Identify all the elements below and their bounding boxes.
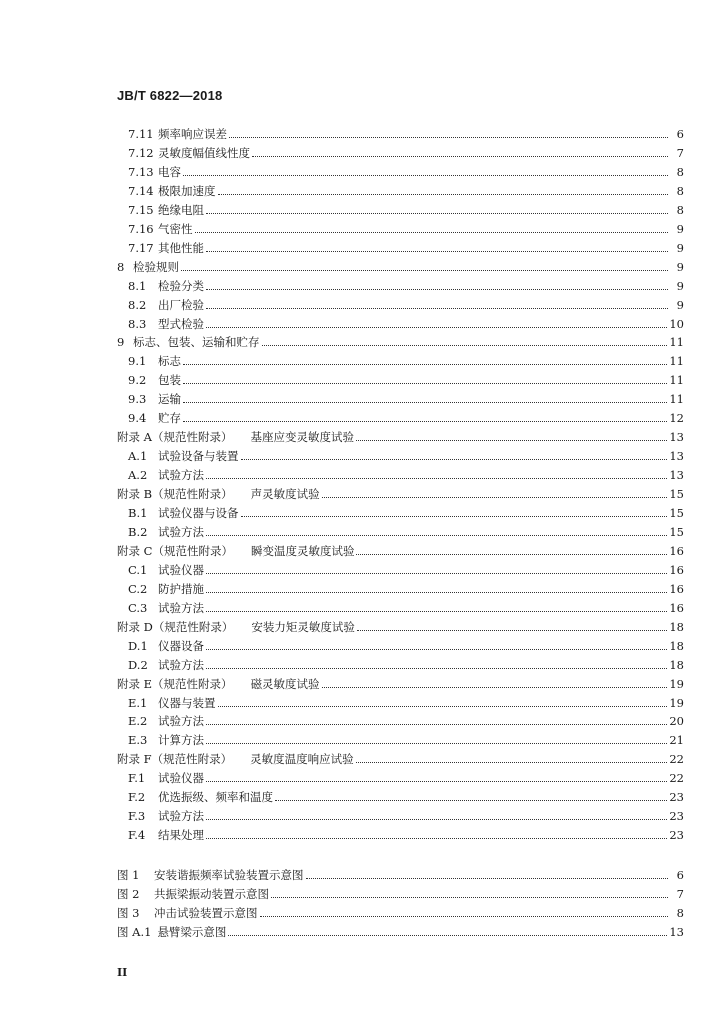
dot-leader [356, 762, 668, 763]
toc-entry-number: C.2 [128, 581, 148, 596]
toc-entry-title [158, 392, 181, 406]
toc-entry-number: 附录 E（规范性附录） [117, 676, 233, 691]
toc-entry-title [158, 373, 181, 387]
toc-entry-title-text: 瞬变温度灵敏度试验 [250, 543, 355, 558]
toc-entry-title [158, 165, 181, 179]
toc-entry-title-text: 计算方法 [158, 733, 204, 748]
toc-entry-title-text: 仪器设备 [158, 638, 204, 653]
toc-entry-title [158, 317, 204, 331]
toc-entry-page: 22 [669, 752, 684, 767]
toc-entry-page: 15 [669, 487, 684, 502]
figure-entry-number: 图 3 [117, 906, 140, 920]
toc-entry[interactable] [128, 296, 684, 312]
toc-entry-page: 12 [669, 411, 684, 426]
toc-entry-page: 7 [676, 145, 684, 160]
toc-entry-title [158, 714, 204, 728]
toc-entry[interactable] [128, 239, 684, 255]
toc-entry-title-text: 检验规则 [133, 259, 179, 274]
toc-entry-title [158, 563, 204, 577]
toc-entry-title [158, 696, 216, 710]
dot-leader [356, 440, 667, 441]
toc-entry[interactable] [128, 694, 684, 710]
toc-entry-page: 22 [669, 771, 684, 786]
dot-leader [206, 573, 667, 574]
toc-entry-page: 11 [669, 354, 684, 369]
dot-leader [252, 156, 668, 157]
toc-entry-page: 9 [676, 278, 684, 293]
toc-entry-title [158, 771, 204, 785]
dot-leader [262, 345, 668, 346]
dot-leader [306, 878, 669, 879]
toc-entry-page: 19 [669, 695, 684, 710]
toc-entry-number: C.1 [128, 562, 148, 577]
toc-entry[interactable] [128, 390, 684, 406]
toc-entry-title-text: 灵敏度幅值线性度 [158, 145, 250, 160]
toc-entry-title [158, 241, 204, 255]
toc-entry-title-text: 试验仪器 [158, 562, 204, 577]
toc-entry[interactable] [128, 352, 684, 368]
figure-entry-title: 安装谐振频率试验装置示意图 [154, 868, 304, 882]
toc-entry[interactable] [128, 769, 684, 785]
toc-entry-number: D.1 [128, 638, 148, 653]
figure-entry[interactable] [117, 904, 684, 920]
toc-entry-title [158, 298, 204, 312]
toc-entry-number: 7.16 [128, 221, 154, 236]
figure-entry-page: 8 [676, 906, 684, 920]
toc-entry-page: 16 [669, 600, 684, 615]
toc-entry-number: C.3 [128, 600, 148, 615]
figure-entry[interactable] [117, 866, 684, 882]
toc-entry-title-text: 气密性 [158, 221, 193, 236]
toc-entry-number: 附录 C（规范性附录） [117, 543, 233, 558]
dot-leader [206, 819, 667, 820]
toc-entry-page: 11 [669, 373, 684, 388]
dot-leader [271, 897, 668, 898]
toc-entry-page: 15 [669, 506, 684, 520]
toc-entry-title-text: 其他性能 [158, 240, 204, 255]
figure-entry[interactable] [117, 923, 684, 939]
dot-leader [206, 743, 667, 744]
toc-entry-number: B.1 [128, 506, 148, 520]
toc-entry-title [232, 430, 354, 444]
toc-entry-page: 8 [676, 164, 684, 179]
toc-entry-page: 16 [669, 543, 684, 558]
figure-entry-title: 悬臂梁示意图 [157, 925, 227, 939]
dot-leader [218, 194, 669, 195]
toc-entry-number: A.2 [128, 468, 148, 483]
toc-entry-title [158, 146, 250, 160]
dot-leader [241, 459, 668, 460]
toc-entry-title [233, 677, 320, 691]
toc-entry-number: 8.2 [128, 297, 147, 312]
toc-entry-number: 7.14 [128, 183, 154, 198]
figure-entry-number: 图 2 [117, 887, 140, 901]
toc-entry[interactable] [128, 277, 684, 293]
toc-entry-page: 6 [676, 127, 684, 141]
toc-entry-title [158, 127, 227, 141]
figure-entry-number: 图 1 [117, 868, 140, 882]
toc-entry[interactable] [128, 599, 684, 615]
toc-entry-title-text: 包装 [158, 373, 181, 388]
toc-entry[interactable] [128, 371, 684, 387]
toc-entry-number: 9 [117, 335, 125, 350]
toc-entry-number: E.1 [128, 695, 148, 710]
toc-entry[interactable] [128, 656, 684, 672]
toc-entry-number: 8.1 [128, 278, 147, 293]
dot-leader [181, 270, 668, 271]
dot-leader [183, 175, 668, 176]
toc-entry-page: 9 [676, 221, 684, 236]
toc-entry-title [232, 752, 354, 766]
dot-leader [260, 916, 669, 917]
figure-entry-title: 共振梁振动装置示意图 [154, 887, 269, 901]
toc-entry-title [158, 809, 204, 823]
toc-entry-title [158, 184, 216, 198]
toc-entry-number: F.1 [128, 771, 146, 786]
toc-entry-page: 21 [669, 733, 684, 748]
dot-leader [206, 649, 667, 650]
toc-entry-number: 附录 A（规范性附录） [117, 430, 233, 445]
toc-entry-number: 8.3 [128, 316, 147, 331]
toc-entry-page: 13 [669, 468, 684, 483]
toc-entry-title-text: 型式检验 [158, 316, 204, 331]
toc-entry-number: 7.17 [128, 240, 154, 255]
toc-entry-page: 13 [669, 430, 684, 445]
toc-entry-page: 9 [676, 240, 684, 255]
toc-entry-title [158, 354, 181, 368]
toc-entry-title [158, 828, 204, 842]
dot-leader [241, 516, 668, 517]
toc-entry-number: F.2 [128, 790, 146, 805]
toc-entry[interactable] [117, 485, 684, 501]
dot-leader [206, 251, 668, 252]
toc-entry-page: 8 [676, 202, 684, 217]
toc-entry-number: A.1 [128, 449, 148, 464]
toc-entry-title [158, 222, 193, 236]
toc-entry-title [158, 411, 181, 425]
dot-leader [183, 383, 667, 384]
toc-entry[interactable] [128, 637, 684, 653]
toc-entry[interactable] [117, 618, 684, 634]
toc-entry-page: 18 [669, 638, 684, 653]
toc-entry-title-text: 出厂检验 [158, 297, 204, 312]
toc-entry[interactable] [128, 182, 684, 198]
toc-entry-title [158, 279, 204, 293]
toc-entry-number: 7.13 [128, 164, 154, 179]
toc-entry-number: 7.12 [128, 145, 154, 160]
toc-entry-page: 11 [669, 335, 684, 350]
toc-entry-title [158, 733, 204, 747]
toc-entry-number: 7.15 [128, 202, 154, 217]
toc-entry-title-text: 安装力矩灵敏度试验 [251, 619, 355, 634]
toc-entry-number: F.4 [128, 828, 146, 843]
toc-entry-title [158, 506, 239, 520]
toc-entry[interactable] [128, 466, 684, 482]
dot-leader [229, 137, 668, 138]
toc-entry-number: 9.2 [128, 373, 147, 388]
toc-entry-title-text: 试验设备与装置 [158, 449, 239, 464]
toc-entry-title-text: 极限加速度 [158, 183, 216, 198]
toc-entry-title [158, 601, 204, 615]
dot-leader [183, 402, 667, 403]
toc-entry-title-text: 标志、包装、运输和贮存 [133, 335, 260, 350]
toc-entry[interactable] [128, 523, 684, 539]
toc-entry[interactable] [128, 409, 684, 425]
dot-leader [206, 724, 667, 725]
toc-entry-number: 9.1 [128, 354, 147, 369]
toc-entry-title [133, 260, 179, 274]
toc-entry-title-text: 贮存 [158, 411, 181, 426]
toc-entry[interactable] [117, 750, 684, 766]
toc-entry-title-text: 磁灵敏度试验 [250, 676, 320, 691]
toc-entry[interactable] [128, 561, 684, 577]
toc-entry-number: 附录 B（规范性附录） [117, 487, 233, 502]
toc-entry-number: 9.3 [128, 392, 147, 407]
dot-leader [206, 213, 668, 214]
toc-entry-title-text: 电容 [158, 164, 181, 179]
dot-leader [206, 668, 667, 669]
toc-entry-page: 9 [676, 259, 684, 274]
toc-entry-title-text: 频率响应误差 [158, 127, 227, 141]
toc-entry-title [158, 525, 204, 539]
toc-entry-number: E.3 [128, 733, 148, 748]
toc-entry-page: 8 [676, 183, 684, 198]
toc-entry-page: 23 [669, 828, 684, 843]
dot-leader [322, 687, 668, 688]
toc-entry-title [158, 658, 204, 672]
toc-entry[interactable] [128, 144, 684, 160]
toc-entry-title [158, 582, 204, 596]
toc-entry-page: 19 [669, 676, 684, 691]
toc-entry[interactable] [128, 201, 684, 217]
toc-entry-title-text: 试验仪器 [158, 771, 204, 786]
toc-entry-number: F.3 [128, 809, 146, 824]
toc-entry[interactable] [128, 826, 684, 842]
toc-entry-title-text: 试验方法 [158, 714, 204, 729]
toc-entry-title-text: 试验方法 [158, 657, 204, 672]
toc-entry-number: 7.11 [128, 127, 154, 141]
figure-entry-page: 6 [676, 868, 684, 882]
toc-entry-title [233, 544, 355, 558]
toc-entry-page: 11 [669, 392, 684, 407]
toc-entry-title-text: 检验分类 [158, 278, 204, 293]
toc-entry[interactable] [128, 580, 684, 596]
dot-leader [228, 935, 667, 936]
toc-entry[interactable] [117, 258, 684, 274]
figure-entry-page: 7 [676, 887, 684, 901]
toc-entry-title-text: 绝缘电阻 [158, 202, 204, 217]
toc-entry-number: D.2 [128, 657, 148, 672]
figure-entry-page: 13 [669, 925, 684, 939]
toc-entry-page: 16 [669, 581, 684, 596]
toc-entry-title-text: 试验方法 [158, 468, 204, 483]
dot-leader [183, 421, 667, 422]
toc-entry[interactable] [117, 675, 684, 691]
toc-entry[interactable] [117, 428, 684, 444]
toc-entry-page: 16 [669, 562, 684, 577]
toc-entry-page: 18 [669, 619, 684, 634]
toc-entry-number: B.2 [128, 524, 148, 539]
toc-entry-page: 10 [669, 316, 684, 331]
toc-entry[interactable] [128, 315, 684, 331]
dot-leader [195, 232, 669, 233]
toc-entry-title-text: 试验仪器与设备 [158, 506, 239, 520]
toc-entry-title [233, 620, 355, 634]
dot-leader [206, 592, 667, 593]
toc-entry-title-text: 标志 [158, 354, 181, 369]
toc-entry-title-text: 试验方法 [158, 600, 204, 615]
toc-entry-page: 13 [669, 449, 684, 464]
toc-entry-title-text: 运输 [158, 392, 181, 407]
toc-entry-title-text: 仪器与装置 [158, 695, 216, 710]
toc-entry[interactable] [117, 333, 684, 349]
dot-leader [356, 554, 667, 555]
toc-entry-page: 23 [669, 790, 684, 805]
dot-leader [206, 289, 668, 290]
toc-entry[interactable] [128, 712, 684, 728]
dot-leader [206, 611, 667, 612]
toc-entry[interactable] [128, 163, 684, 179]
toc-entry-page: 20 [669, 714, 684, 729]
dot-leader [206, 781, 667, 782]
toc-entry-number: 附录 F（规范性附录） [117, 752, 233, 767]
toc-entry-title-text: 试验方法 [158, 524, 204, 539]
toc-entry-page: 9 [676, 297, 684, 312]
toc-entry-number: E.2 [128, 714, 148, 729]
toc-entry-title [158, 203, 204, 217]
figure-entry-number: 图 A.1 [117, 925, 152, 939]
toc-entry-title [133, 335, 260, 349]
figure-entry[interactable] [117, 885, 684, 901]
toc-entry-title-text: 基座应变灵敏度试验 [250, 430, 354, 445]
figure-entry-title: 冲击试验装置示意图 [154, 906, 258, 920]
toc-entry-title-text: 灵敏度温度响应试验 [250, 752, 354, 767]
toc-entry-title-text: 结果处理 [158, 828, 204, 843]
toc-entry-page: 15 [669, 524, 684, 539]
dot-leader [357, 630, 667, 631]
toc-entry-title-text: 声灵敏度试验 [250, 487, 320, 502]
toc-entry-number: 附录 D（规范性附录） [117, 619, 234, 634]
toc-entry-title [158, 449, 239, 463]
toc-entry-page: 23 [669, 809, 684, 824]
toc-entry[interactable] [128, 125, 684, 141]
toc-entry-title-text: 试验方法 [158, 809, 204, 824]
toc-entry[interactable] [128, 788, 684, 804]
toc-entry-title [233, 487, 320, 501]
toc-entry[interactable] [128, 447, 684, 463]
toc-entry-title [158, 468, 204, 482]
toc-entry-title [158, 790, 273, 804]
toc-entry-title-text: 优选振级、频率和温度 [158, 790, 273, 805]
toc-entry-title [158, 639, 204, 653]
toc-entry[interactable] [128, 504, 684, 520]
toc-entry-title-text: 防护措施 [158, 581, 204, 596]
toc-entry-page: 18 [669, 657, 684, 672]
dot-leader [183, 364, 667, 365]
toc-entry[interactable] [128, 731, 684, 747]
toc-entry-number: 8 [117, 259, 125, 274]
dot-leader [218, 706, 668, 707]
toc-entry[interactable] [117, 542, 684, 558]
toc-entry-number: 9.4 [128, 411, 147, 426]
toc-entry[interactable] [128, 220, 684, 236]
dot-leader [206, 478, 667, 479]
page-number: II [117, 966, 128, 979]
dot-leader [206, 535, 667, 536]
dot-leader [322, 497, 668, 498]
dot-leader [275, 800, 667, 801]
dot-leader [206, 838, 667, 839]
dot-leader [206, 327, 667, 328]
dot-leader [206, 308, 668, 309]
document-header: JB/T 6822—2018 [117, 88, 223, 103]
toc-entry[interactable] [128, 807, 684, 823]
